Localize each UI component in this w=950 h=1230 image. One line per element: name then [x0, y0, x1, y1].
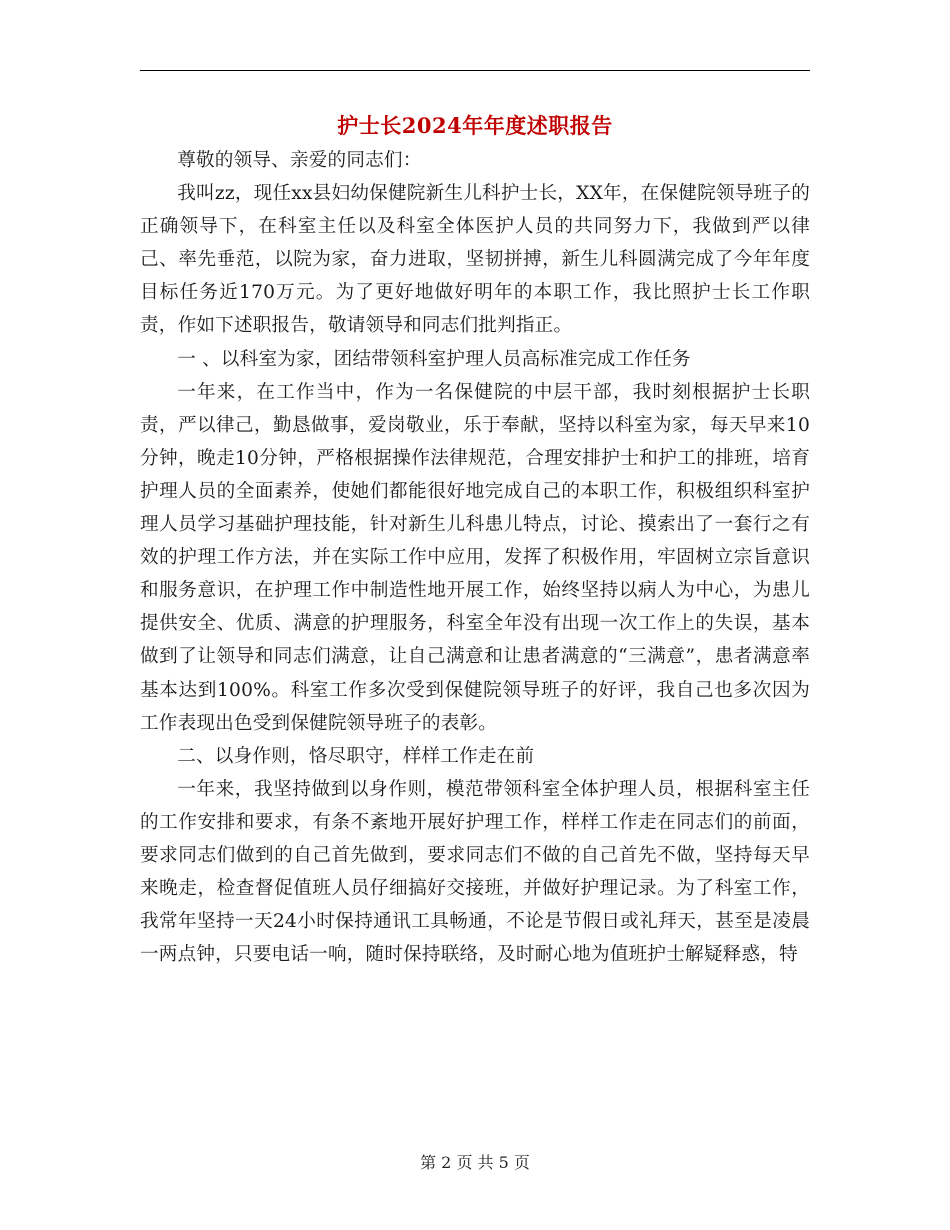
paragraph-section-1: 一年来，在工作当中，作为一名保健院的中层干部，我时刻根据护士长职责，严以律己，勤恳做事，爱岗敬业，乐于奉献，坚持以科室为家，每天早来10分钟，晚走10分钟，严格根据操作法律规范，合理安排护士和护工的排班，培育护理人员的全面素养，使她们都能很好地完成自己的本职工作，积极组织科室护理人员学习基础护理技能，针对新生儿科患儿特点，讨论、摸索出了一套行之有效的护理工作方法，并在实际工作中应用，发挥了积极作用，牢固树立宗旨意识和服务意识，在护理工作中制造性地开展工作，始终坚持以病人为中心，为患儿提供安全、优质、满意的护理服务，科室全年没有出现一次工作上的失误，基本做到了让领导和同志们满意，让自己满意和让患者满意的“三满意”，患者满意率基本达到100%。科室工作多次受到保健院领导班子的好评，我自己也多次因为工作表现出色受到保健院领导班子的表彰。 [140, 381, 810, 734]
document-title: 护士长2024年年度述职报告 [337, 113, 613, 138]
header-rule [140, 70, 810, 71]
section-heading-1: 一 、以科室为家，团结带领科室护理人员高标准完成工作任务 [177, 348, 691, 370]
salutation: 尊敬的领导、亲爱的同志们： [177, 150, 422, 171]
document-body [140, 144, 810, 971]
section-heading-2: 二、以身作则，恪尽职守，样样工作走在前 [177, 745, 535, 767]
paragraph-section-2: 一年来，我坚持做到以身作则，模范带领科室全体护理人员，根据科室主任的工作安排和要求，有条不紊地开展好护理工作，样样工作走在同志们的前面，要求同志们做到的自己首先做到，要求同志们不做的自己首先不做，坚持每天早来晚走，检查督促值班人员仔细搞好交接班，并做好护理记录。为了科室工作，我常年坚持一天24小时保持通讯工具畅通，不论是节假日或礼拜天，甚至是凌晨一两点钟，只要电话一响，随时保持联络，及时耐心地为值班护士解疑释惑，特 [140, 778, 810, 966]
page-number: 第 2 页 共 5 页 [420, 1153, 530, 1172]
paragraph-intro: 我叫zz，现任xx县妇幼保健院新生儿科护士长，XX年，在保健院领导班子的正确领导下，在科室主任以及科室全体医护人员的共同努力下，我做到严以律己、率先垂范，以院为家，奋力进取，坚韧拼搏，新生儿科圆满完成了今年年度目标任务近170万元。为了更好地做好明年的本职工作，我比照护士长工作职责，作如下述职报告，敬请领导和同志们批判指正。 [140, 183, 810, 337]
